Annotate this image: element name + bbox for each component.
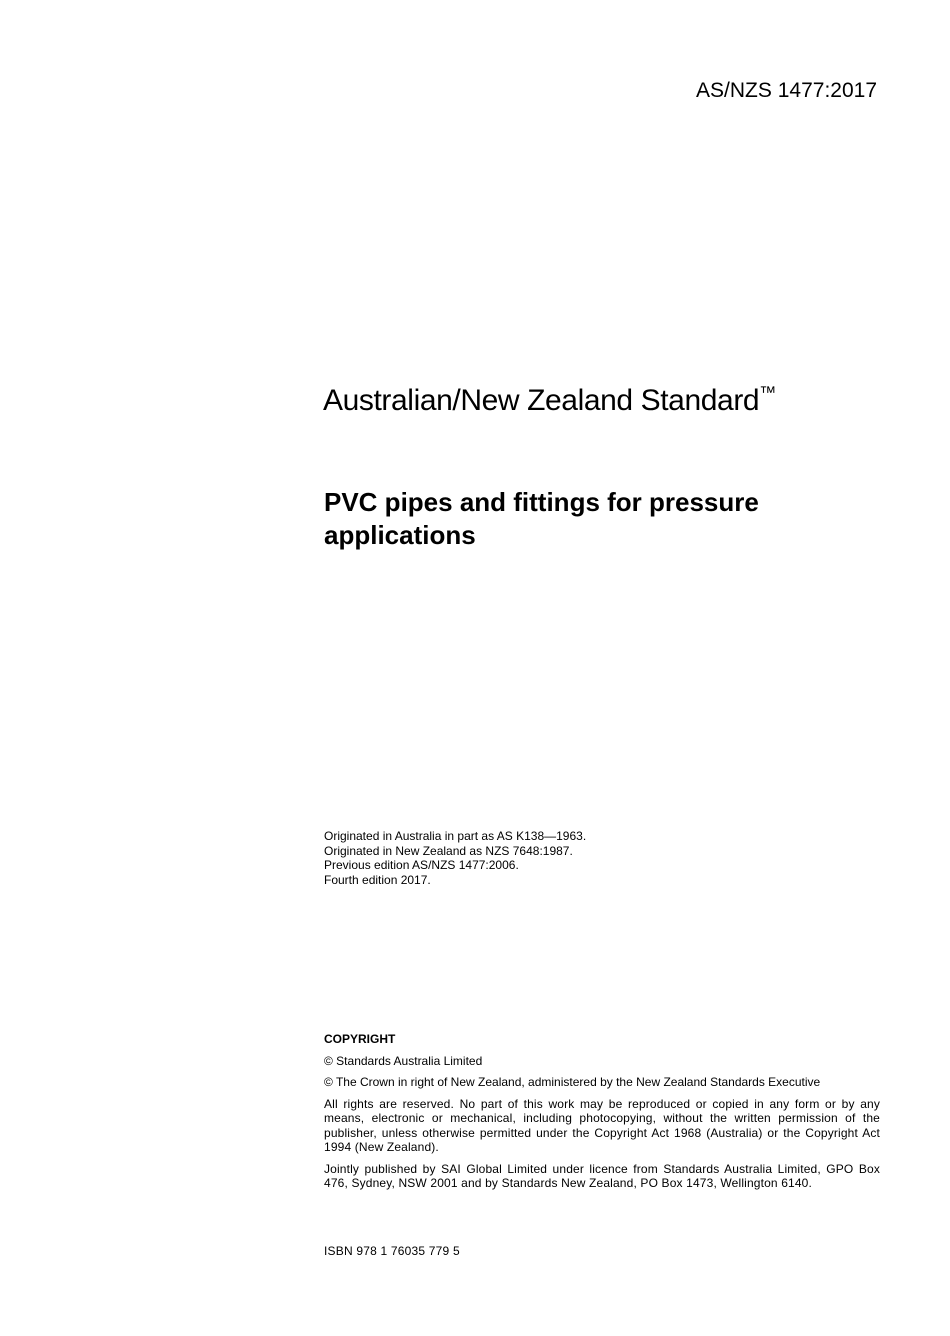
copyright-new-zealand: © The Crown in right of New Zealand, administered by the New Zealand Standards Executive — [324, 1075, 821, 1089]
history-line: Originated in Australia in part as AS K138—1963. — [324, 829, 587, 843]
document-title: PVC pipes and fittings for pressure applications — [324, 487, 759, 550]
trademark-symbol: ™ — [759, 383, 776, 402]
history-line: Originated in New Zealand as NZS 7648:1987. — [324, 843, 573, 858]
series-title — [323, 383, 883, 419]
copyright-notice — [324, 1032, 880, 1198]
publisher-statement: Jointly published by SAI Global Limited under licence from Standards Australia Limited, GPO Box 476, Sydney, NSW 2001 and by Standards New Zealand, PO Box 1473, Wellington 6140. — [324, 1161, 880, 1190]
series-title-text: Australian/New Zealand Standard — [323, 384, 760, 417]
history-line: Fourth edition 2017. — [324, 872, 431, 887]
edition-history — [324, 829, 724, 887]
copyright-heading: COPYRIGHT — [324, 1032, 396, 1046]
rights-statement: All rights are reserved. No part of this work may be reproduced or copied in any form or by any means, electronic or mechanical, including photocopying, without the written permission of the publisher, unless otherwise permitted under the Copyright Act 1968 (Australia) or the Copyright Act 1994 (New Zealand). — [324, 1096, 880, 1154]
history-line: Previous edition AS/NZS 1477:2006. — [324, 858, 519, 872]
copyright-standards-australia: © Standards Australia Limited — [324, 1053, 483, 1068]
isbn: ISBN 978 1 76035 779 5 — [324, 1244, 460, 1258]
standard-number: AS/NZS 1477:2017 — [696, 79, 877, 102]
